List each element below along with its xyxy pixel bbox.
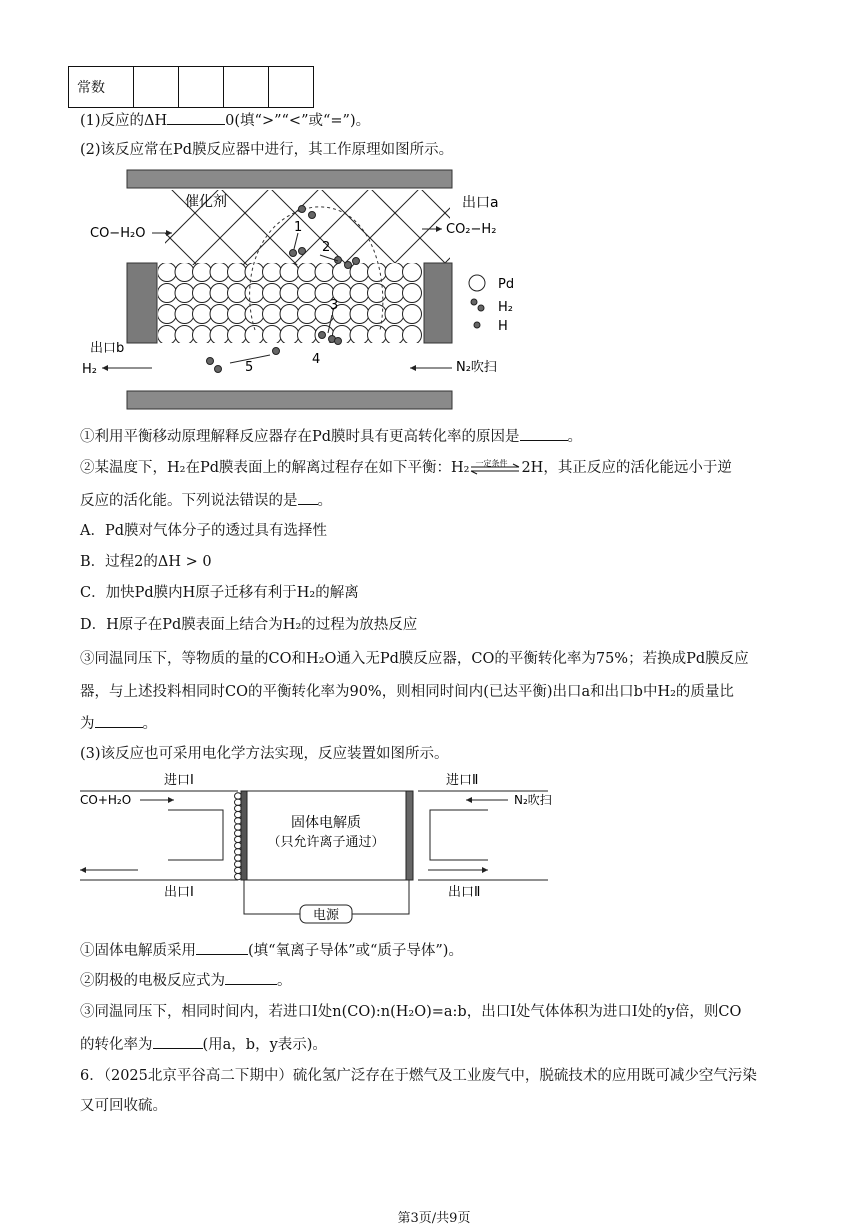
pd-atom	[350, 263, 369, 282]
electrode-coil-loop	[235, 873, 242, 879]
step-1-label: 1	[294, 220, 303, 235]
outlet-a-arrowhead	[436, 226, 442, 232]
pd-atom	[385, 284, 404, 303]
right-electrode	[406, 791, 413, 880]
pd-atom	[280, 284, 299, 303]
pd-atom	[193, 305, 212, 324]
left-electrode	[241, 791, 247, 880]
membrane-side-block-left	[127, 263, 157, 343]
pd-atom	[315, 263, 334, 282]
electrode-coil-loop	[235, 836, 242, 842]
electrode-coil-loop	[235, 867, 242, 873]
step-3-label: 3	[330, 298, 339, 313]
pd-atom	[228, 284, 247, 303]
legend-h2-icon	[471, 299, 477, 305]
table-cell	[269, 67, 314, 108]
answer-blank	[298, 490, 318, 505]
n2-arrowhead	[410, 365, 416, 371]
pd-atom	[175, 326, 194, 345]
question-3-3-line2: 的转化率为 (用a，b，y表示)。	[80, 1034, 327, 1055]
outlet-b-label: 出口b	[90, 341, 125, 356]
electrode-coil-loop	[235, 849, 242, 855]
answer-blank	[153, 1034, 203, 1049]
option-b: B．过程2的ΔH > 0	[80, 554, 212, 570]
step-4-label: 4	[312, 352, 321, 367]
membrane-side-block-right	[424, 263, 452, 343]
pd-atom	[263, 263, 282, 282]
option-a: A．Pd膜对气体分子的透过具有选择性	[80, 523, 328, 539]
pd-atom	[298, 326, 317, 345]
answer-blank	[520, 426, 568, 441]
pd-atom	[280, 326, 299, 345]
pd-atom	[350, 284, 369, 303]
outlet-1-arrowhead	[80, 867, 86, 873]
legend-h2-icon	[478, 305, 484, 311]
h2-out-arrowhead	[102, 365, 108, 371]
question-2-2-line2: 反应的活化能。下列说法错误的是 。	[80, 490, 332, 511]
step-2-label: 2	[322, 240, 331, 255]
pd-atom	[368, 284, 387, 303]
pd-atom	[263, 326, 282, 345]
question-3-1: ①固体电解质采用 (填“氧离子导体”或“质子导体”)。	[80, 940, 463, 961]
power-supply-label: 电源	[312, 908, 340, 923]
pd-atom	[210, 263, 229, 282]
electrode-coil-loop	[235, 818, 242, 824]
answer-blank	[225, 970, 277, 985]
reactor-top-wall	[127, 170, 452, 188]
feed-left-label: CO+H₂O	[80, 793, 132, 807]
pd-atom	[193, 263, 212, 282]
outlet-2-arrowhead	[482, 867, 488, 873]
pd-atom	[350, 305, 369, 324]
pd-atom	[403, 284, 422, 303]
question-3-3-line1: ③同温同压下，相同时间内，若进口Ⅰ处n(CO):n(H₂O)=a:b，出口Ⅰ处气体体积为进口Ⅰ处的y倍，则CO	[80, 1004, 742, 1020]
pd-atom	[350, 326, 369, 345]
outlet-product-label: CO₂−H₂	[446, 222, 497, 237]
pd-atom	[158, 326, 177, 345]
electrode-coil-loop	[235, 805, 242, 811]
table-cell	[179, 67, 224, 108]
pd-atom	[298, 284, 317, 303]
electrode-coil-loop	[235, 842, 242, 848]
pd-atom	[368, 326, 387, 345]
question-2-3-line3: 为 。	[80, 713, 157, 734]
left-electrode-coil	[235, 793, 242, 880]
pd-atom	[228, 263, 247, 282]
inlet-arrowhead	[166, 230, 172, 236]
reactor-bottom-wall	[127, 391, 452, 409]
page-footer: 第3页/共9页	[397, 1211, 471, 1226]
pd-atom	[210, 284, 229, 303]
feed-left-arrowhead	[168, 797, 174, 803]
constant-table	[68, 66, 314, 108]
circuit-wire-left	[244, 880, 300, 914]
pd-atom	[245, 305, 264, 324]
electrode-coil-loop	[235, 830, 242, 836]
step-5-label: 5	[245, 360, 254, 375]
pd-atom	[385, 263, 404, 282]
question-2-intro: (2)该反应常在Pd膜反应器中进行，其工作原理如图所示。	[80, 142, 454, 158]
electrode-coil-loop	[235, 811, 242, 817]
electrode-coil-loop	[235, 793, 242, 799]
electrode-coil-loop	[235, 799, 242, 805]
question-3-2: ②阴极的电极反应式为 。	[80, 970, 292, 991]
feed-right-arrowhead	[466, 797, 472, 803]
outlet-1-label: 出口Ⅰ	[164, 885, 194, 900]
inlet-1-label: 进口Ⅰ	[164, 773, 194, 788]
pd-atom	[403, 326, 422, 345]
pd-atom	[368, 305, 387, 324]
left-channel-inner	[168, 810, 223, 860]
pd-atom	[193, 326, 212, 345]
pd-atom	[210, 305, 229, 324]
legend-pd-label: Pd	[498, 277, 515, 292]
table-label: 常数	[69, 67, 134, 108]
outlet-2-label: 出口Ⅱ	[448, 885, 481, 900]
h2-out-label: H₂	[82, 362, 97, 377]
pd-atom	[298, 305, 317, 324]
circuit-wire-right	[352, 880, 409, 914]
pd-atom	[298, 263, 317, 282]
pd-atom	[228, 305, 247, 324]
table-cell	[134, 67, 179, 108]
answer-blank	[167, 110, 225, 125]
outlet-a-label: 出口a	[462, 195, 499, 211]
n2-sweep-label: N₂吹扫	[456, 360, 497, 375]
pd-atom	[403, 305, 422, 324]
electrode-coil-loop	[235, 855, 242, 861]
pd-atom	[385, 305, 404, 324]
pd-atom	[263, 284, 282, 303]
electrode-coil-loop	[235, 824, 242, 830]
question-1: (1)反应的ΔH 0(填“>”“<”或“=”)。	[80, 110, 370, 131]
pd-atom	[193, 284, 212, 303]
pd-atom	[245, 284, 264, 303]
pd-atom	[158, 284, 177, 303]
pd-atom	[228, 326, 247, 345]
question-2-2-line1: ②某温度下，H₂在Pd膜表面上的解离过程存在如下平衡：H₂ 一定条件 2H，其正反应的活化能远小于逆	[80, 459, 732, 476]
electrolyte-note: （只允许离子通过）	[267, 835, 385, 850]
pd-atom	[175, 263, 194, 282]
right-channel-inner	[430, 810, 488, 860]
equilibrium-arrow: 一定条件	[469, 458, 521, 478]
question-2-1: ①利用平衡移动原理解释反应器存在Pd膜时具有更高转化率的原因是 。	[80, 426, 582, 447]
feed-right-label: N₂吹扫	[514, 793, 552, 807]
legend-h-label: H	[498, 319, 508, 334]
catalyst-label: 催化剂	[185, 194, 227, 210]
question-6-line2: 又可回收硫。	[80, 1098, 167, 1114]
question-6-line1: 6．（2025北京平谷高二下期中）硫化氢广泛存在于燃气及工业废气中，脱硫技术的应用既可减少空气污染	[80, 1068, 757, 1084]
electrolyte-label: 固体电解质	[291, 815, 361, 831]
pd-atom	[210, 326, 229, 345]
legend-h-icon	[474, 322, 480, 328]
pd-atom	[245, 263, 264, 282]
pd-atom	[175, 305, 194, 324]
answer-blank	[95, 713, 143, 728]
pd-atom	[175, 284, 194, 303]
question-2-3-line2: 器，与上述投料相同时CO的平衡转化率为90%，则相同时间内(已达平衡)出口a和出口b中H₂的质量比	[80, 684, 734, 700]
pd-membrane-reactor-diagram	[80, 165, 530, 415]
legend-pd-icon	[469, 275, 485, 291]
pd-atom	[385, 326, 404, 345]
pd-membrane-atoms	[158, 263, 422, 345]
legend-h2-label: H₂	[498, 300, 513, 315]
question-3-intro: (3)该反应也可采用电化学方法实现，反应装置如图所示。	[80, 746, 449, 762]
option-d: D．H原子在Pd膜表面上结合为H₂的过程为放热反应	[80, 617, 418, 633]
pd-atom	[158, 263, 177, 282]
electrochemical-cell-diagram	[78, 768, 568, 928]
answer-blank	[196, 940, 248, 955]
question-2-3-line1: ③同温同压下，等物质的量的CO和H₂O通入无Pd膜反应器，CO的平衡转化率为75%；若换成Pd膜反应	[80, 651, 749, 667]
pd-atom	[280, 263, 299, 282]
table-cell	[224, 67, 269, 108]
pd-atom	[403, 263, 422, 282]
inlet-feed-label: CO−H₂O	[90, 226, 146, 241]
electrode-coil-loop	[235, 861, 242, 867]
pd-atom	[368, 263, 387, 282]
option-c: C．加快Pd膜内H原子迁移有利于H₂的解离	[80, 585, 359, 601]
pd-atom	[263, 305, 282, 324]
pd-atom	[158, 305, 177, 324]
pd-atom	[280, 305, 299, 324]
inlet-2-label: 进口Ⅱ	[446, 773, 479, 788]
